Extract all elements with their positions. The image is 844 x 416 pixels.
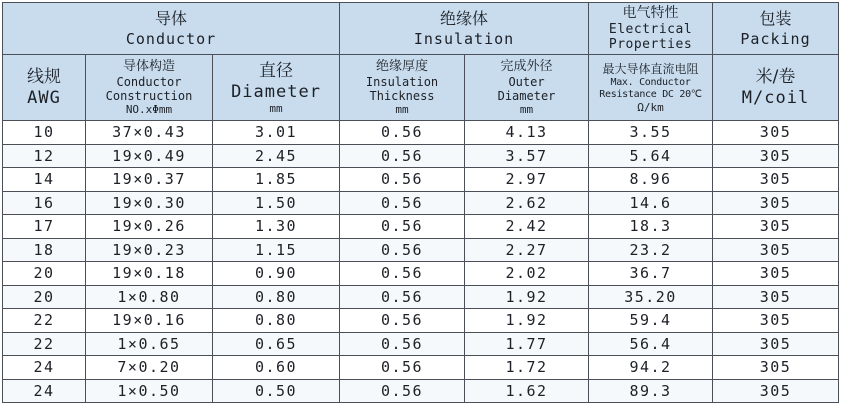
cell-awg: 22	[3, 309, 86, 333]
cell-outer: 4.13	[465, 121, 589, 145]
cell-outer: 2.02	[465, 262, 589, 286]
cell-outer: 1.92	[465, 285, 589, 309]
group-label-cn: 导体	[155, 8, 188, 28]
col-label-en-line1: Conductor	[116, 75, 182, 89]
col-label-unit: mm	[269, 101, 283, 115]
col-label-en-line1: Insulation	[365, 75, 439, 89]
col-header-diameter	[213, 55, 340, 121]
cell-outer: 2.42	[465, 215, 589, 239]
cell-construction: 19×0.37	[86, 168, 213, 192]
col-label-en: M/coil	[741, 88, 810, 108]
group-label-en: Packing	[740, 29, 811, 48]
cell-resistance: 94.2	[589, 356, 713, 380]
column-header-row	[3, 55, 839, 121]
cell-construction: 19×0.49	[86, 144, 213, 168]
cell-awg: 10	[3, 121, 86, 145]
cell-awg: 24	[3, 379, 86, 403]
cell-construction: 1×0.50	[86, 379, 213, 403]
col-label-cn: 直径	[259, 60, 293, 81]
wire-spec-table	[2, 2, 839, 403]
col-label-unit: NO.xΦmm	[125, 103, 173, 116]
col-label-cn: 米/卷	[755, 67, 796, 87]
col-label-en: AWG	[27, 88, 61, 108]
cell-coil: 305	[713, 238, 839, 262]
cell-diameter: 0.90	[213, 262, 340, 286]
cell-diameter: 3.01	[213, 121, 340, 145]
col-label-en-line2: Thickness	[369, 89, 435, 103]
cell-construction: 1×0.80	[86, 285, 213, 309]
table-row	[3, 379, 839, 403]
col-header-awg	[3, 55, 86, 121]
cell-construction: 7×0.20	[86, 356, 213, 380]
cell-thickness: 0.56	[340, 144, 465, 168]
table-body	[3, 121, 839, 403]
table-row	[3, 238, 839, 262]
cell-coil: 305	[713, 144, 839, 168]
group-label-en: Conductor	[125, 29, 217, 48]
cell-outer: 1.62	[465, 379, 589, 403]
cell-thickness: 0.56	[340, 168, 465, 192]
cell-thickness: 0.56	[340, 285, 465, 309]
cell-coil: 305	[713, 191, 839, 215]
cell-coil: 305	[713, 262, 839, 286]
cell-thickness: 0.56	[340, 332, 465, 356]
cell-diameter: 1.85	[213, 168, 340, 192]
cell-diameter: 2.45	[213, 144, 340, 168]
col-label-unit: mm	[519, 103, 534, 116]
cell-diameter: 0.80	[213, 285, 340, 309]
group-label-en: Insulation	[413, 29, 515, 48]
cell-construction: 37×0.43	[86, 121, 213, 145]
cell-awg: 20	[3, 262, 86, 286]
cell-outer: 2.62	[465, 191, 589, 215]
cell-thickness: 0.56	[340, 356, 465, 380]
cell-thickness: 0.56	[340, 121, 465, 145]
cell-awg: 16	[3, 191, 86, 215]
col-label-en: Diameter	[231, 81, 321, 102]
group-header-electrical	[589, 3, 713, 55]
cell-construction: 19×0.23	[86, 238, 213, 262]
cell-thickness: 0.56	[340, 379, 465, 403]
table-row	[3, 309, 839, 333]
cell-outer: 2.27	[465, 238, 589, 262]
table-row	[3, 215, 839, 239]
table-row	[3, 262, 839, 286]
col-header-coil	[713, 55, 839, 121]
cell-outer: 1.77	[465, 332, 589, 356]
cell-diameter: 1.15	[213, 238, 340, 262]
table-row	[3, 332, 839, 356]
cell-resistance: 8.96	[589, 168, 713, 192]
cell-awg: 12	[3, 144, 86, 168]
cell-diameter: 0.50	[213, 379, 340, 403]
group-header-insulation	[340, 3, 589, 55]
col-label-cn: 绝缘厚度	[376, 59, 429, 74]
cell-resistance: 14.6	[589, 191, 713, 215]
table-row	[3, 191, 839, 215]
cell-construction: 19×0.18	[86, 262, 213, 286]
col-header-construction	[86, 55, 213, 121]
cell-thickness: 0.56	[340, 215, 465, 239]
cell-construction: 19×0.16	[86, 309, 213, 333]
cell-coil: 305	[713, 215, 839, 239]
cell-coil: 305	[713, 285, 839, 309]
cell-outer: 1.92	[465, 309, 589, 333]
cell-outer: 2.97	[465, 168, 589, 192]
group-header-row	[3, 3, 839, 55]
group-label-en-line1: Electrical	[608, 22, 693, 37]
col-header-outer-diameter	[465, 55, 589, 121]
cell-resistance: 5.64	[589, 144, 713, 168]
cell-thickness: 0.56	[340, 191, 465, 215]
cell-diameter: 1.50	[213, 191, 340, 215]
cell-awg: 17	[3, 215, 86, 239]
cell-awg: 24	[3, 356, 86, 380]
cell-resistance: 36.7	[589, 262, 713, 286]
cell-construction: 1×0.65	[86, 332, 213, 356]
cell-coil: 305	[713, 168, 839, 192]
table-row	[3, 285, 839, 309]
group-label-cn: 包装	[759, 8, 792, 28]
cell-construction: 19×0.26	[86, 215, 213, 239]
col-label-en-line2: Diameter	[497, 89, 556, 103]
cell-awg: 14	[3, 168, 86, 192]
table-row	[3, 121, 839, 145]
col-label-unit: mm	[395, 103, 409, 116]
group-label-cn: 电气特性	[622, 5, 679, 21]
cell-thickness: 0.56	[340, 238, 465, 262]
cell-resistance: 3.55	[589, 121, 713, 145]
col-label-en-line1: Max. Conductor	[610, 77, 691, 88]
cell-diameter: 1.30	[213, 215, 340, 239]
cell-thickness: 0.56	[340, 262, 465, 286]
cell-resistance: 89.3	[589, 379, 713, 403]
cell-construction: 19×0.30	[86, 191, 213, 215]
cell-coil: 305	[713, 332, 839, 356]
cell-coil: 305	[713, 356, 839, 380]
col-header-resistance	[589, 55, 713, 121]
group-header-conductor	[3, 3, 340, 55]
cell-resistance: 18.3	[589, 215, 713, 239]
col-label-cn: 完成外径	[500, 59, 553, 74]
cell-coil: 305	[713, 309, 839, 333]
table-row	[3, 356, 839, 380]
cell-awg: 20	[3, 285, 86, 309]
col-label-unit: Ω/km	[637, 101, 664, 114]
col-label-cn: 导体构造	[122, 59, 175, 74]
cell-awg: 18	[3, 238, 86, 262]
cell-outer: 1.72	[465, 356, 589, 380]
cell-coil: 305	[713, 379, 839, 403]
cell-resistance: 23.2	[589, 238, 713, 262]
table-row	[3, 144, 839, 168]
cell-diameter: 0.60	[213, 356, 340, 380]
col-label-en-line2: Construction	[105, 89, 193, 103]
col-label-en-line2: Resistance DC 20℃	[599, 89, 702, 100]
table-row	[3, 168, 839, 192]
cell-resistance: 35.20	[589, 285, 713, 309]
group-label-en-line2: Properties	[608, 37, 693, 52]
col-label-en-line1: Outer	[508, 75, 545, 89]
cell-diameter: 0.80	[213, 309, 340, 333]
cell-resistance: 59.4	[589, 309, 713, 333]
cell-diameter: 0.65	[213, 332, 340, 356]
group-label-cn: 绝缘体	[440, 8, 489, 28]
col-label-cn: 最大导体直流电阻	[602, 62, 699, 76]
group-header-packing	[713, 3, 839, 55]
cell-thickness: 0.56	[340, 309, 465, 333]
cell-coil: 305	[713, 121, 839, 145]
cell-awg: 22	[3, 332, 86, 356]
cell-resistance: 56.4	[589, 332, 713, 356]
col-label-cn: 线规	[27, 67, 61, 87]
col-header-thickness	[340, 55, 465, 121]
cell-outer: 3.57	[465, 144, 589, 168]
